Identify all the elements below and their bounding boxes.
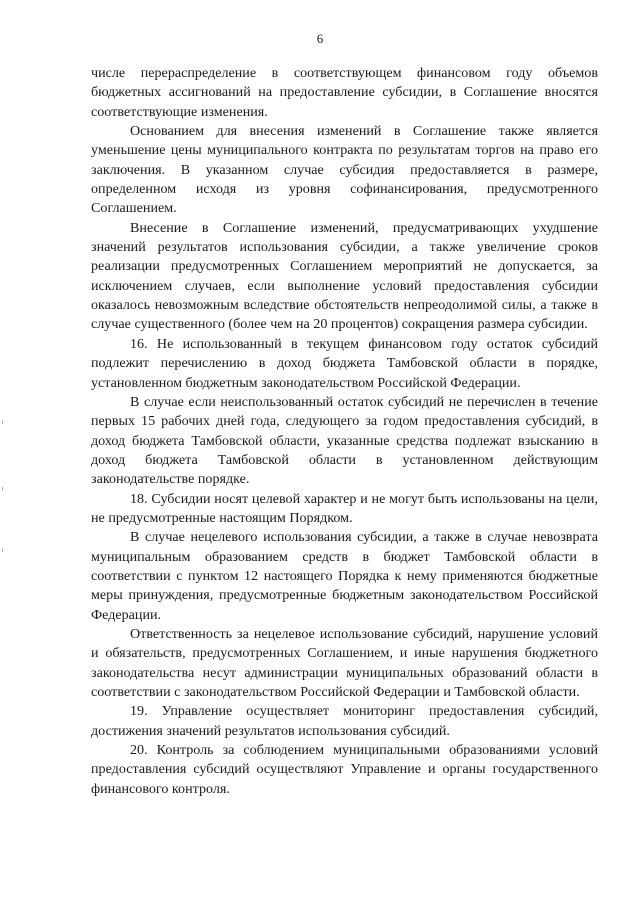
- paragraph-unused-balance: В случае если неиспользованный остаток субсидий не перечислен в течение первых 15 рабочих дней года, следующего за годом предоставления субсидий, в доход бюджета Тамбовской области, указанные средства подлежат взысканию в доход бюджета Тамбовской области в установленном действующим законодательстве порядке.: [91, 393, 598, 488]
- paragraph-responsibility: Ответственность за нецелевое использование субсидий, нарушение условий и обязательств, предусмотренных Соглашением, и иные нарушения бюджетного законодательства несут администрации муниципальных образований области в соответствии с законодательством Российской Федерации и Тамбовской области.: [91, 625, 598, 700]
- paragraph-amendment-grounds: Основанием для внесения изменений в Соглашение также является уменьшение цены муниципального контракта по результатам торгов на право его заключения. В указанном случае субсидия предоставляется в размере, определенном исходя из уровня софинансирования, предусмотренного Соглашением.: [91, 123, 598, 217]
- scan-edge-mark: [2, 548, 3, 552]
- scan-edge-mark: [2, 420, 3, 424]
- paragraph-clause-20: 20. Контроль за соблюдением муниципальными образованиями условий предоставления субсидий осуществляют Управление и органы государственного финансового контроля.: [91, 742, 598, 797]
- paragraph-clause-16: 16. Не использованный в текущем финансовом году остаток субсидий подлежит перечислению в доход бюджета Тамбовской области в порядке, установленном бюджетным законодательством Российской Федерации.: [91, 335, 598, 391]
- paragraph-clause-18: 18. Субсидии носят целевой характер и не могут быть использованы на цели, не предусмотренные настоящим Порядком.: [91, 490, 598, 526]
- paragraph-continuation: числе перераспределение в соответствующем финансовом году объемов бюджетных ассигнований на предоставление субсидии, в Соглашение вносятся соответствующие изменения.: [91, 65, 598, 120]
- scan-edge-mark: [2, 487, 3, 491]
- document-body: [91, 64, 598, 799]
- paragraph-misuse-measures: В случае нецелевого использования субсидии, а также в случае невозврата муниципальным образованием средств в бюджет Тамбовской области в соответствии с пунктом 12 настоящего Порядка к нему применяются бюджетные меры принуждения, предусмотренные бюджетным законодательством Российской Федерации.: [91, 529, 598, 623]
- paragraph-amendment-restrictions: Внесение в Соглашение изменений, предусматривающих ухудшение значений результатов использования субсидии, а также увеличение сроков реализации предусмотренных Соглашением мероприятий не допускается, за исключением случаев, если выполнение условий предоставления субсидии оказалось невозможным вследствие обстоятельств непреодолимой силы, а также в случае существенного (более чем на 20 процентов) сокращения размера субсидии.: [91, 219, 598, 333]
- page-number: 6: [316, 31, 324, 46]
- paragraph-clause-19: 19. Управление осуществляет мониторинг предоставления субсидий, достижения значений результатов использования субсидий.: [91, 703, 598, 739]
